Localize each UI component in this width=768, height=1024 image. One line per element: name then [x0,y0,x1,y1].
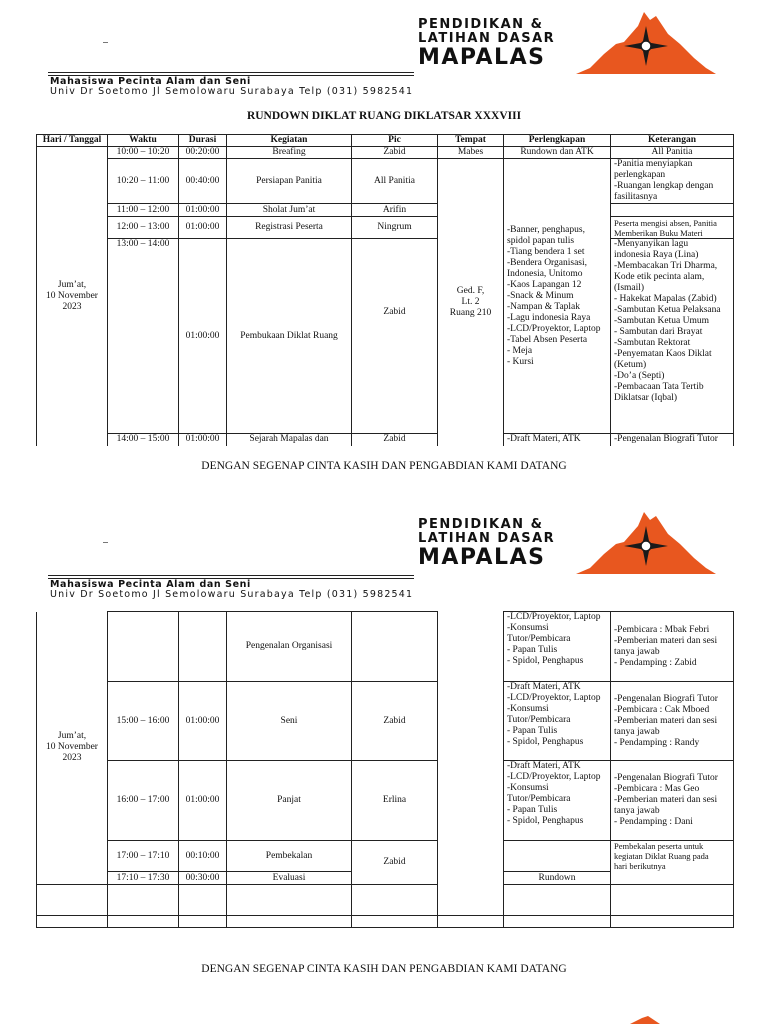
duration-cell: 01:00:00 [179,217,227,239]
equipment-cell [504,841,611,872]
empty-cell [504,916,611,928]
org-info [50,580,413,600]
brand-line-3: MAPALAS [418,545,546,570]
place-cell: Ged. F, Lt. 2 Ruang 210 [438,159,504,446]
pic-cell: All Panitia [352,159,438,204]
table-row [37,612,734,682]
equipment-cell: -Banner, penghapus, spidol papan tulis -Tiang bendera 1 set -Bendera Organisasi, Indonesia, Unitomo -Kaos Lapangan 12 -Snack & Minum -Nampan & Taplak -Lagu indonesia Raya -LCD/Proyektor, Laptop -Tabel Absen Peserta - Meja - Kursi [504,159,611,434]
brand-line-1: PENDIDIKAN & [418,17,544,32]
time-cell [108,612,179,682]
note-cell: -Menyanyikan lagu indonesia Raya (Lina) -Membacakan Tri Dharma, Kode etik pecinta alam, (Ismail) - Hakekat Mapalas (Zabid) -Sambutan Ketua Pelaksana -Sambutan Ketua Umum - Sambutan dari Brayat -Sambutan Rektorat -Penyematan Kaos Diklat (Ketum) -Do’a (Septi) -Pembacaan Tata Tertib Diklatsar (Iqbal) [611,239,734,434]
column-header: Kegiatan [227,135,352,147]
duration-cell: 01:00:00 [179,204,227,217]
activity-cell: Pengenalan Organisasi [227,612,352,682]
duration-cell: 00:20:00 [179,147,227,159]
empty-cell [108,916,179,928]
empty-cell [438,885,504,916]
time-cell: 12:00 – 13:00 [108,217,179,239]
column-header: Hari / Tanggal [37,135,108,147]
brand-line-2: LATIHAN DASAR [418,531,556,546]
scan-mark [103,542,108,543]
time-cell: 10:20 – 11:00 [108,159,179,204]
time-cell: 16:00 – 17:00 [108,761,179,841]
column-header: Pic [352,135,438,147]
org-address: Univ Dr Soetomo Jl Semolowaru Surabaya Telp (031) 5982541 [50,86,414,97]
duration-cell: 00:10:00 [179,841,227,872]
activity-cell: Breafing [227,147,352,159]
brand-block [418,18,555,70]
activity-cell: Panjat [227,761,352,841]
pic-cell: Zabid [352,147,438,159]
activity-cell: Evaluasi [227,872,352,885]
equipment-cell: -LCD/Proyektor, Laptop -Konsumsi Tutor/Pembicara - Papan Tulis - Spidol, Penghapus [504,612,611,682]
activity-cell: Pembukaan Diklat Ruang [227,239,352,434]
column-header: Perlengkapan [504,135,611,147]
empty-cell [227,916,352,928]
pic-cell: Zabid [352,239,438,434]
equipment-cell: Rundown [504,872,611,885]
table-row [37,204,734,217]
footer-motto: DENGAN SEGENAP CINTA KASIH DAN PENGABDIAN KAMI DATANG [201,963,567,975]
time-cell: 13:00 – 14:00 [108,239,179,434]
note-cell: Peserta mengisi absen, Panitia Memberikan Buku Materi [611,217,734,239]
table-row [37,147,734,159]
empty-cell [179,885,227,916]
time-cell: 15:00 – 16:00 [108,682,179,761]
equipment-cell: Rundown dan ATK [504,147,611,159]
pic-cell: Zabid [352,841,438,885]
column-header: Tempat [438,135,504,147]
note-cell: All Panitia [611,147,734,159]
time-cell: 17:10 – 17:30 [108,872,179,885]
header-rule-top [48,575,414,576]
brand-line-2: LATIHAN DASAR [418,31,556,46]
org-name: Mahasiswa Pecinta Alam dan Seni [50,579,251,590]
activity-cell: Sejarah Mapalas dan [227,434,352,446]
footer-motto: DENGAN SEGENAP CINTA KASIH DAN PENGABDIAN KAMI DATANG [201,460,567,472]
note-cell: -Pengenalan Biografi Tutor -Pembicara : Mas Geo -Pemberian materi dan sesi tanya jawab - Pendamping : Dani [611,761,734,841]
org-name: Mahasiswa Pecinta Alam dan Seni [50,76,251,87]
table-row [37,916,734,928]
header-rule-top [48,72,414,73]
empty-cell [37,885,108,916]
pic-cell: Erlina [352,761,438,841]
table-row [37,885,734,916]
org-info [50,77,413,97]
empty-cell [352,916,438,928]
time-cell: 10:00 – 10:20 [108,147,179,159]
note-cell: -Panitia menyiapkan perlengkapan -Ruangan lengkap dengan fasilitasnya [611,159,734,204]
pic-cell: Ningrum [352,217,438,239]
brand-line-1: PENDIDIKAN & [418,517,544,532]
rundown-table [36,134,734,446]
pic-cell: Zabid [352,682,438,761]
brand-block [418,518,555,570]
pic-cell: Arifin [352,204,438,217]
duration-cell: 01:00:00 [179,761,227,841]
time-cell: 11:00 – 12:00 [108,204,179,217]
scan-mark [103,42,108,43]
mountain-compass-logo-icon [576,508,716,576]
document-page-2 [0,500,768,1024]
column-header: Durasi [179,135,227,147]
activity-cell: Registrasi Peserta [227,217,352,239]
day-cell: Jum’at, 10 November 2023 [37,612,108,885]
note-cell: -Pembicara : Mbak Febri -Pemberian materi dan sesi tanya jawab - Pendamping : Zabid [611,612,734,682]
column-header: Keterangan [611,135,734,147]
activity-cell: Persiapan Panitia [227,159,352,204]
empty-cell [227,885,352,916]
column-header: Waktu [108,135,179,147]
empty-cell [108,885,179,916]
note-cell: -Pengenalan Biografi Tutor -Pembicara : Cak Mboed -Pemberian materi dan sesi tanya jawab - Pendamping : Randy [611,682,734,761]
duration-cell: 00:40:00 [179,159,227,204]
brand-line-3: MAPALAS [418,45,546,70]
activity-cell: Sholat Jum’at [227,204,352,217]
time-cell: 17:00 – 17:10 [108,841,179,872]
empty-cell [611,916,734,928]
place-cell [438,612,504,885]
empty-cell [611,885,734,916]
table-row [37,761,734,841]
rundown-table-continued [36,611,734,928]
mountain-compass-logo-icon [576,8,716,76]
note-cell: -Pengenalan Biografi Tutor [611,434,734,446]
duration-cell: 01:00:00 [179,682,227,761]
equipment-cell: -Draft Materi, ATK -LCD/Proyektor, Laptop -Konsumsi Tutor/Pembicara - Papan Tulis - Spidol, Penghapus [504,761,611,841]
equipment-cell: -Draft Materi, ATK [504,434,611,446]
next-page-logo-peek-icon [630,1016,660,1024]
place-cell: Mabes [438,147,504,159]
table-row [37,159,734,204]
empty-cell [438,916,504,928]
table-row [37,239,734,434]
day-cell: Jum’at, 10 November 2023 [37,147,108,446]
empty-cell [37,916,108,928]
time-cell: 14:00 – 15:00 [108,434,179,446]
empty-cell [352,885,438,916]
duration-cell: 01:00:00 [179,239,227,434]
table-row [37,841,734,872]
document-page-1 [0,0,768,500]
duration-cell: 01:00:00 [179,434,227,446]
table-row [37,217,734,239]
table-header-row [37,135,734,147]
equipment-cell: -Draft Materi, ATK -LCD/Proyektor, Laptop -Konsumsi Tutor/Pembicara - Papan Tulis - Spidol, Penghapus [504,682,611,761]
pic-cell [352,612,438,682]
table-row [37,682,734,761]
table-row [37,434,734,446]
note-cell: Pembekalan peserta untuk kegiatan Diklat Ruang pada hari berikutnya [611,841,734,885]
empty-cell [179,916,227,928]
document-title: RUNDOWN DIKLAT RUANG DIKLATSAR XXXVIII [246,110,522,122]
note-cell [611,204,734,217]
pic-cell: Zabid [352,434,438,446]
duration-cell [179,612,227,682]
activity-cell: Seni [227,682,352,761]
activity-cell: Pembekalan [227,841,352,872]
duration-cell: 00:30:00 [179,872,227,885]
empty-cell [504,885,611,916]
org-address: Univ Dr Soetomo Jl Semolowaru Surabaya Telp (031) 5982541 [50,589,414,600]
